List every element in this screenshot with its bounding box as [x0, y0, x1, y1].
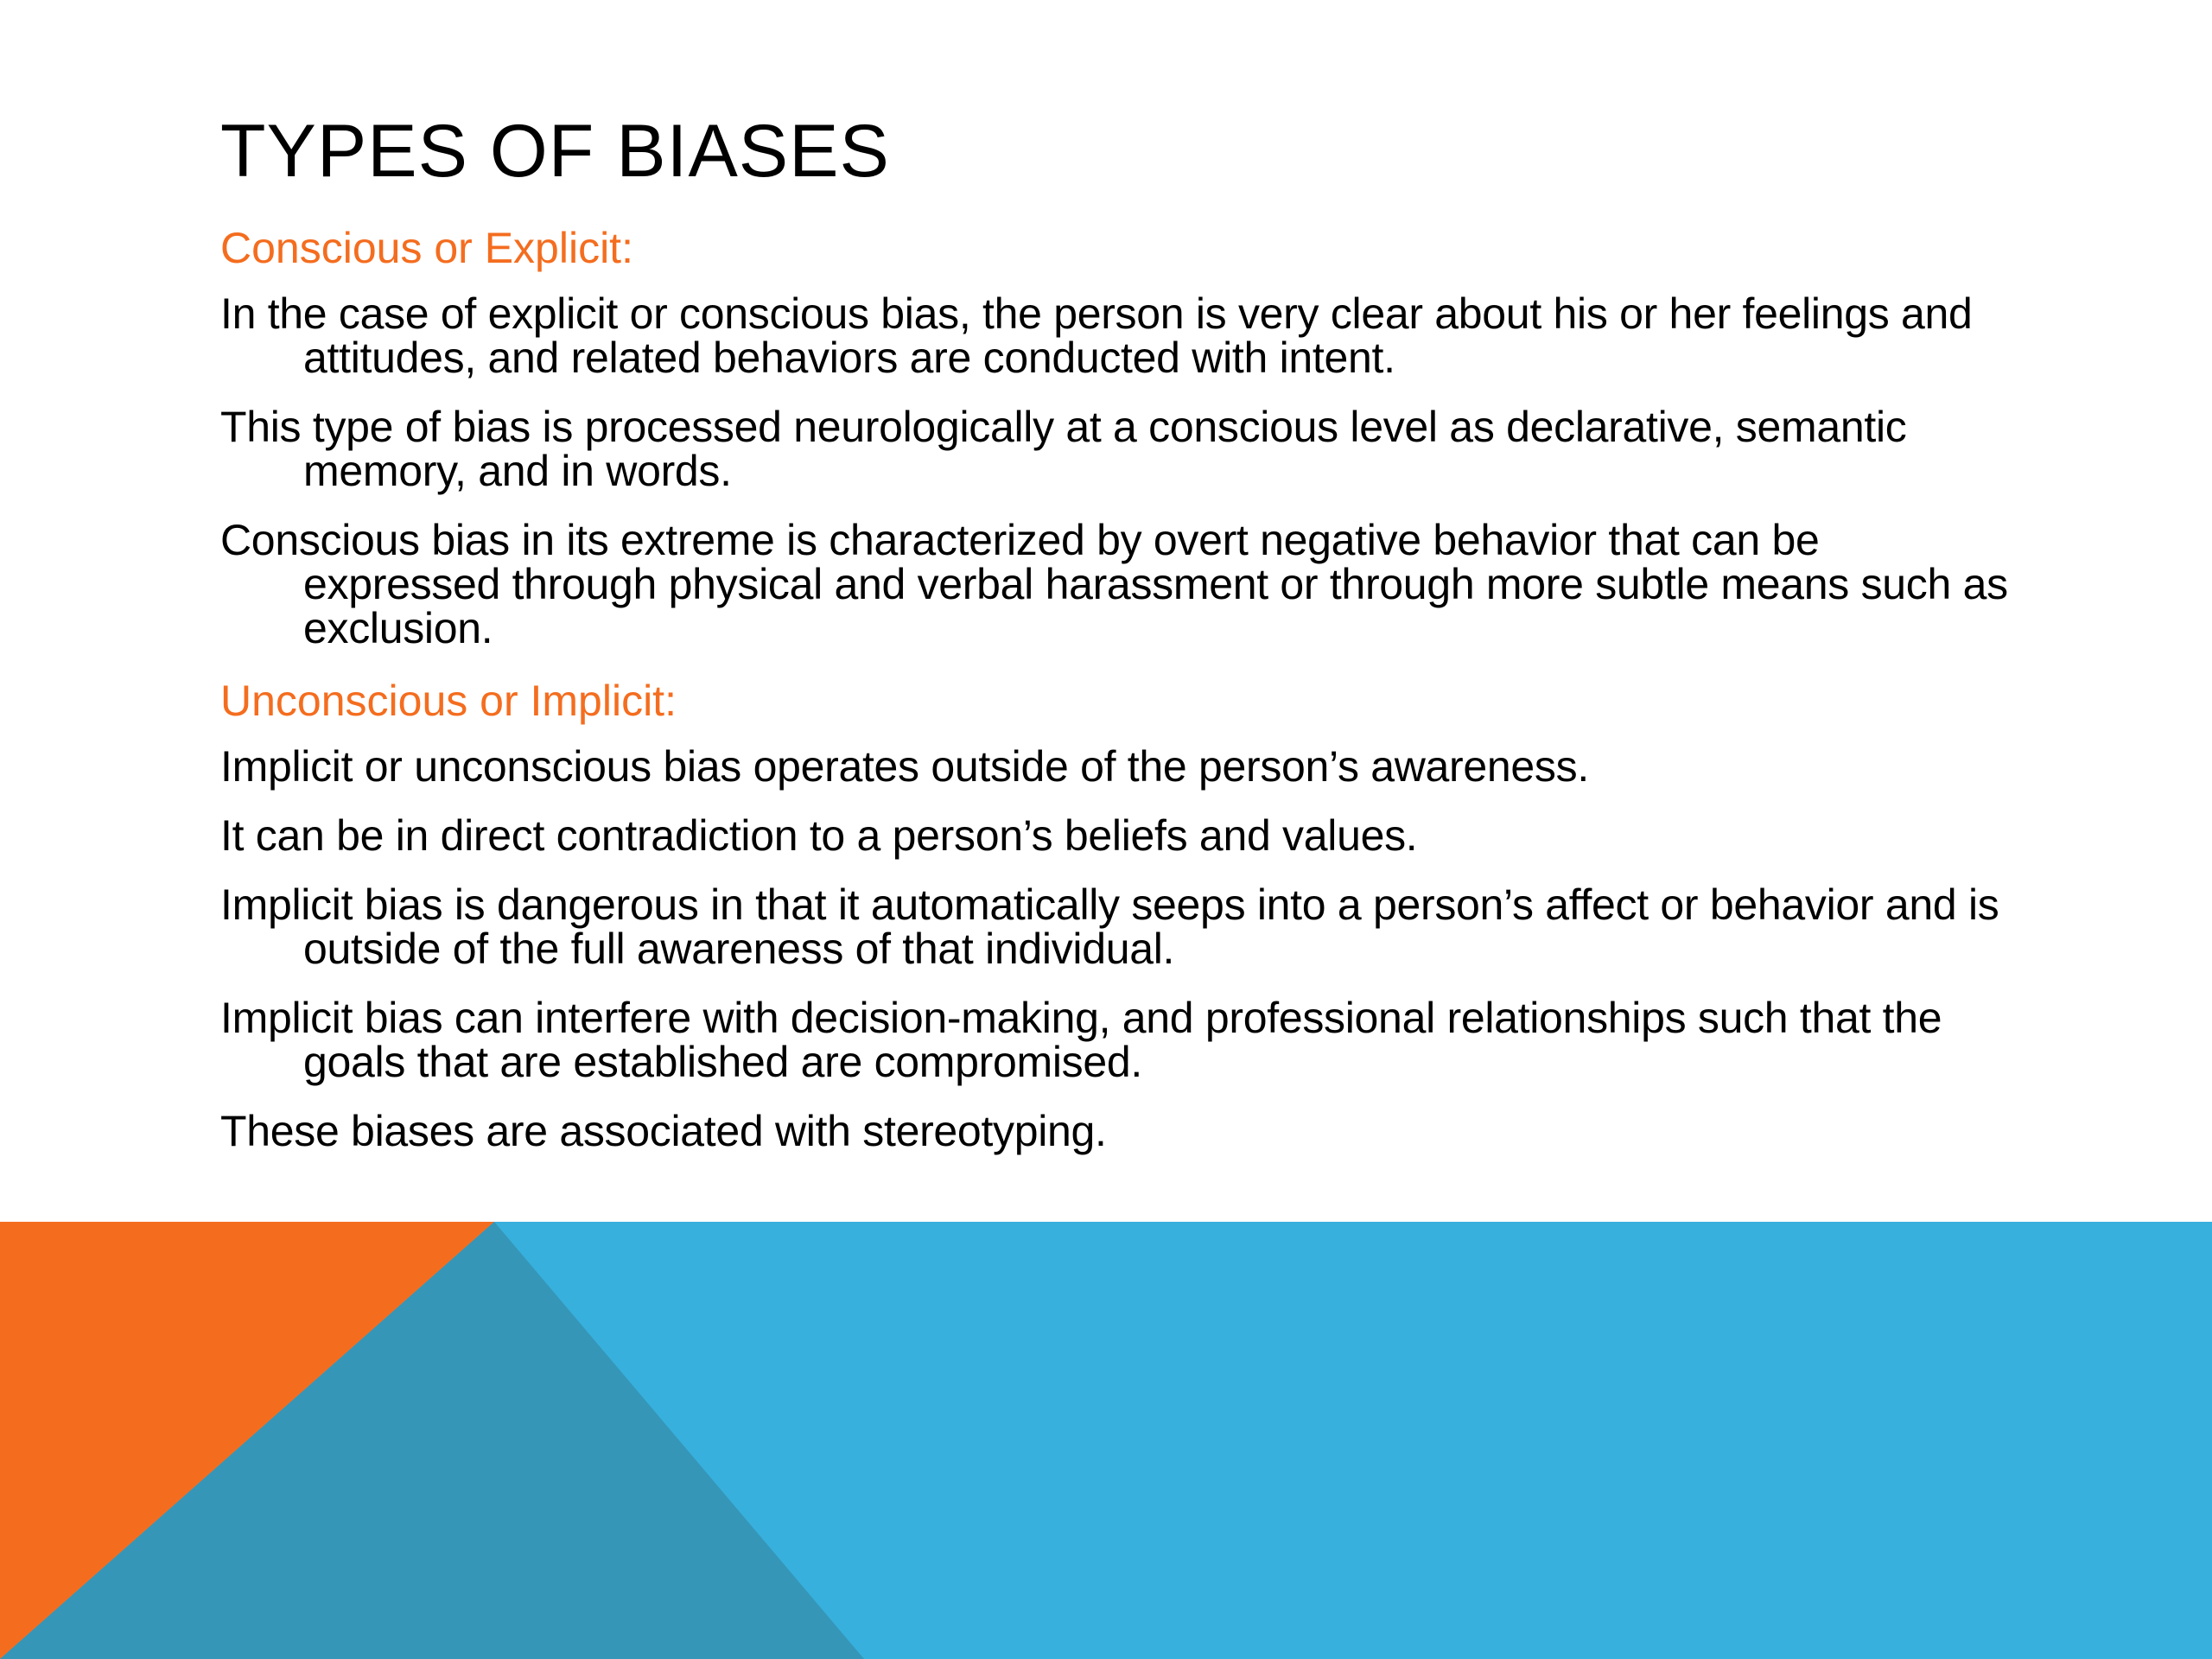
- section-heading-unconscious: Unconscious or Implicit:: [220, 677, 677, 725]
- body-paragraph: In the case of explicit or conscious bias, the person is very clear about his or her feelings and attitudes, and related behaviors are conducted with intent.: [220, 289, 1973, 382]
- slide-body: [220, 223, 2018, 1179]
- section-heading-conscious: Conscious or Explicit:: [220, 224, 633, 272]
- body-paragraph: Conscious bias in its extreme is characterized by overt negative behavior that can be expressed through physical and verbal harassment or through more subtle means such as exclusion.: [220, 516, 2008, 652]
- band-graphic: [0, 1222, 2212, 1659]
- body-paragraph: Implicit bias is dangerous in that it automatically seeps into a person’s affect or behavior and is outside of the full awareness of that individual.: [220, 880, 1999, 973]
- body-paragraph: Implicit bias can interfere with decision-making, and professional relationships such that the goals that are established are compromised.: [220, 994, 1942, 1086]
- body-paragraph: These biases are associated with stereotyping.: [220, 1107, 1107, 1155]
- slide-title: TYPES OF BIASES: [220, 110, 890, 193]
- decorative-bottom-band: [0, 1222, 2212, 1659]
- body-paragraph: It can be in direct contradiction to a person’s beliefs and values.: [220, 811, 1418, 860]
- body-paragraph: Implicit or unconscious bias operates outside of the person’s awareness.: [220, 742, 1589, 791]
- body-paragraph: This type of bias is processed neurologically at a conscious level as declarative, semantic memory, and in words.: [220, 403, 1907, 495]
